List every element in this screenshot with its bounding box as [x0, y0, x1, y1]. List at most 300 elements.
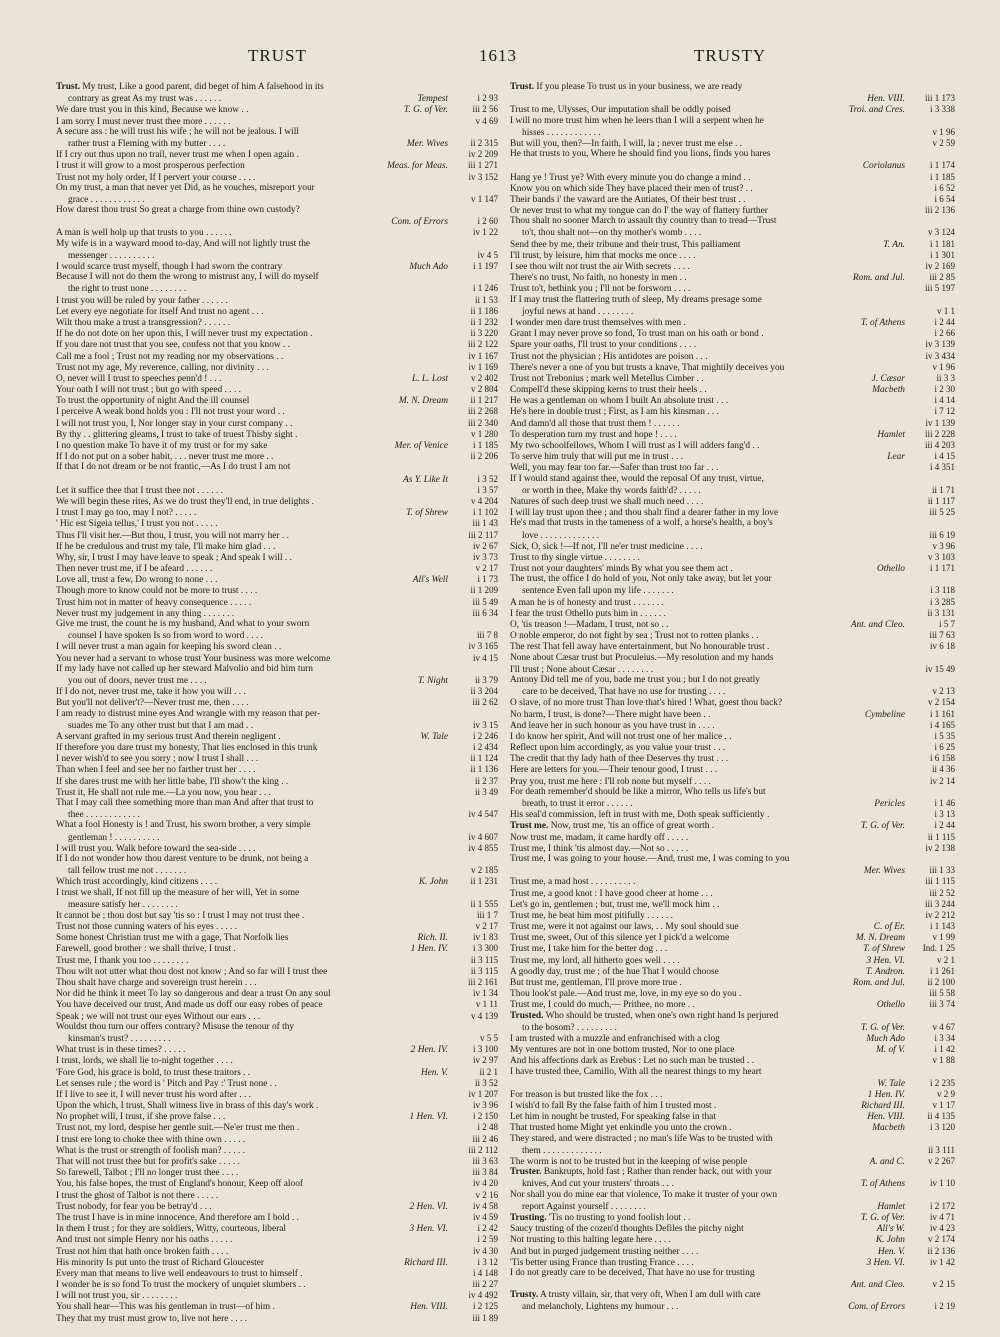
act-scene-line-reference: v 1 17: [932, 1100, 955, 1111]
quotation-body: Trust me, a mad host . . . . . . . . . .: [510, 877, 636, 888]
right-column: [510, 82, 955, 1325]
act-scene-line-reference: v 1 147: [471, 193, 498, 204]
play-title: Othello: [876, 1000, 905, 1011]
play-title: Richard III.: [861, 1101, 905, 1112]
concordance-line: [510, 675, 955, 686]
quotation-body: You never had a servant to whose trust Your business was more welcome: [56, 653, 331, 664]
concordance-line: [510, 876, 955, 887]
play-title: 1 Hen. IV.: [867, 1089, 905, 1100]
concordance-line: [56, 854, 498, 865]
act-scene-line-reference: iii 6 34: [472, 607, 498, 618]
concordance-line: [56, 406, 498, 417]
quotation-body: Trust me, I think 'tis almost day.—Not so . . . . .: [510, 843, 689, 854]
quotation-body: love . . . . . . . . . . . . .: [522, 530, 600, 541]
quotation-body: ' Hic est Sigeia tellus,' I trust you not . . . . .: [56, 519, 218, 530]
concordance-line: [510, 216, 955, 227]
act-scene-line-reference: v 2 1: [937, 954, 955, 965]
act-scene-line-reference: v 4 204: [471, 495, 498, 506]
act-scene-line-reference: iv 4 71: [929, 1211, 955, 1222]
act-scene-line-reference: iv 4 30: [472, 1245, 498, 1256]
quotation-body: And but in purged judgement trusting neither . . . .: [510, 1246, 699, 1257]
quotation-body: or worth in thee, Make thy words faith'd? . . . . .: [522, 485, 701, 496]
play-title: Othello: [876, 564, 905, 575]
quotation-body: I trust we shall, If not fill up the measure of her will, Yet in some: [56, 887, 300, 898]
quotation-body: Natures of such deep trust we shall much need . . . .: [510, 496, 704, 507]
act-scene-line-reference: v 1 280: [471, 428, 498, 439]
quotation-body: Spare your oaths, I'll trust to your conditions . . . .: [510, 340, 697, 351]
quotation-body: And his affections dark as Erebus : Let no such man be trusted . .: [510, 1056, 755, 1067]
quotation-body: contrary as great As my trust was . . . . . .: [68, 94, 222, 105]
play-title: Macbeth: [872, 385, 905, 396]
play-title: 3 Hen. VI.: [866, 1257, 905, 1268]
quotation-text: [56, 854, 444, 865]
quotation-text: [510, 1011, 901, 1022]
quotation-body: I will not trust you, sir . . . . . . . .: [56, 1291, 178, 1302]
concordance-line: [510, 619, 955, 630]
concordance-line: [56, 518, 498, 529]
quotation-body: There's no trust, No faith, no honesty in men . .: [510, 273, 687, 284]
concordance-line: [56, 496, 498, 507]
act-scene-line-reference: iii 2 161: [467, 977, 498, 987]
act-scene-line-reference: iv 4 59: [472, 1211, 498, 1222]
play-title: Hen. V.: [877, 1246, 905, 1257]
act-scene-line-reference: i 7 12: [934, 406, 955, 417]
act-scene-line-reference: v 2 16: [475, 1189, 498, 1200]
quotation-body: Now trust me, madam, it came hardly off . . . . .: [510, 832, 689, 843]
quotation-body: My wife is in a wayward mood to-day, And will not lightly trust the: [56, 238, 311, 249]
act-scene-line-reference: iv 1 169: [468, 361, 498, 372]
concordance-line: [510, 541, 955, 552]
concordance-line: [510, 1246, 955, 1257]
concordance-line: [56, 1156, 498, 1167]
act-scene-line-reference: i 4 15: [934, 451, 955, 462]
concordance-line: [510, 172, 955, 183]
act-scene-line-reference: v 2 267: [928, 1156, 955, 1166]
act-scene-line-reference: ii 1 209: [470, 585, 498, 596]
quotation-body: To serve him truly that will put me in trust . . .: [510, 452, 684, 463]
act-scene-line-reference: ii 1 136: [470, 764, 498, 775]
concordance-line: [510, 429, 955, 440]
quotation-body: Upon the which, I trust, Shall witness live in brass of this day's work .: [56, 1101, 319, 1112]
quotation-body: He's mad that trusts in the tameness of a wolf, a horse's health, a boy's: [510, 518, 773, 529]
quotation-body: Trust not those cunning waters of his eyes . . . . .: [56, 922, 238, 933]
play-title: W. Tale: [877, 1078, 905, 1089]
concordance-line: [56, 563, 498, 574]
act-scene-line-reference: v 2 154: [928, 697, 955, 708]
act-scene-line-reference: ii 3 3: [936, 372, 955, 383]
quotation-body: You shall hear—This was his gentleman in trust—of him .: [56, 1302, 275, 1313]
concordance-line: [56, 1279, 498, 1290]
act-scene-line-reference: i 4 351: [929, 462, 955, 473]
quotation-body: Then never trust me, if I be afeard . . . . . .: [56, 564, 213, 575]
header-left-word: TRUST: [248, 46, 307, 65]
concordance-line: [510, 1033, 955, 1044]
play-title: 3 Hen. VI.: [866, 955, 905, 966]
quotation-text: [510, 1067, 901, 1078]
act-scene-line-reference: i 3 34: [934, 1032, 955, 1043]
concordance-line: [510, 585, 955, 596]
act-scene-line-reference: ii 1 71: [931, 484, 955, 495]
act-scene-line-reference: iv 1 83: [472, 932, 498, 943]
quotation-text: [510, 1268, 901, 1279]
act-scene-line-reference: i 2 172: [929, 1200, 955, 1211]
concordance-line: [510, 820, 955, 831]
quotation-body: If you dare not trust that you see, confess not that you know . .: [56, 340, 291, 351]
act-scene-line-reference: ii 1 217: [470, 395, 498, 406]
concordance-line: [56, 608, 498, 619]
act-scene-line-reference: iv 2 169: [925, 261, 955, 271]
act-scene-line-reference: iii 1 271: [467, 160, 498, 171]
concordance-line: [510, 641, 955, 652]
play-title: T. G. of Ver.: [860, 1212, 905, 1223]
concordance-line: [510, 709, 955, 720]
play-title: Ant. and Cleo.: [850, 1280, 905, 1291]
concordance-line: [56, 552, 498, 563]
act-scene-line-reference: v 4 139: [471, 1010, 498, 1021]
concordance-line: [56, 1055, 498, 1066]
act-scene-line-reference: v 2 804: [471, 384, 498, 395]
quotation-body: Saucy trusting of the cozen'd thoughts Defiles the pitchy night: [510, 1224, 744, 1235]
play-title: Coriolanus: [862, 161, 905, 172]
act-scene-line-reference: i 2 19: [934, 1301, 955, 1312]
concordance-line: [56, 1212, 498, 1223]
concordance-line: [510, 832, 955, 843]
act-scene-line-reference: iii 6 19: [929, 529, 955, 540]
quotation-body: rather trust a Fleming with my butter . . . .: [68, 138, 226, 149]
concordance-line: [56, 1268, 498, 1279]
play-title: All's W.: [876, 1224, 905, 1235]
quotation-body: Nor did he think it meet To lay so dangerous and dear a trust On any soul: [56, 989, 331, 1000]
concordance-line: [56, 630, 498, 641]
act-scene-line-reference: i 1 301: [929, 249, 955, 260]
concordance-line: [510, 1044, 955, 1055]
act-scene-line-reference: ii 2 315: [470, 137, 498, 148]
concordance-line: [510, 899, 955, 910]
quotation-body: Hang ye ! Trust ye? With every minute you do change a mind . .: [510, 172, 751, 183]
concordance-line: [56, 339, 498, 350]
act-scene-line-reference: iv 2 138: [925, 842, 955, 853]
quotation-text: [510, 216, 901, 227]
act-scene-line-reference: iii 2 52: [929, 887, 955, 898]
play-title: T. G. of Ver.: [860, 1022, 905, 1033]
play-title: 2 Hen. IV.: [410, 1045, 448, 1056]
concordance-line: [510, 406, 955, 417]
act-scene-line-reference: i 6 54: [934, 193, 955, 204]
act-scene-line-reference: v 3 103: [928, 551, 955, 562]
quotation-body: I wish'd to fall By the false faith of him I trusted most .: [510, 1101, 717, 1112]
quotation-body: The rest That fell away have entertainment, but No honourable trust .: [510, 642, 770, 653]
act-scene-line-reference: iii 1 173: [924, 93, 955, 104]
act-scene-line-reference: i 1 171: [929, 563, 955, 574]
act-scene-line-reference: iii 3 244: [924, 898, 955, 909]
play-title: Rich. II.: [417, 933, 448, 944]
quotation-body: That I may call thee something more than man And after that trust to: [56, 798, 314, 808]
concordance-line: [56, 899, 498, 910]
play-title: Macbeth: [872, 1123, 905, 1134]
quotation-body: What trust is in these times? . . . . .: [56, 1045, 186, 1056]
quotation-body: So farewell, Talbot ; I'll no longer trust thee . . . .: [56, 1168, 239, 1179]
quotation-body: Who should be trusted, when one's own right hand Is perjured: [543, 1010, 779, 1021]
concordance-line: [510, 776, 955, 787]
concordance-line: [56, 239, 498, 250]
quotation-body: Trust me, my lord, all hitherto goes well . . . .: [510, 955, 680, 966]
quotation-body: Thou shalt no sooner March to assault thy country than to tread—Trust: [510, 216, 777, 227]
quotation-text: [510, 82, 901, 93]
quotation-body: O noble emperor, do not fight by sea ; Trust not to rotten planks . .: [510, 631, 759, 642]
play-title: Much Ado: [409, 262, 448, 272]
quotation-body: To desperation turn my trust and hope ! . . . .: [510, 429, 677, 440]
quotation-text: [510, 116, 901, 127]
quotation-text: [510, 675, 901, 686]
concordance-line: [56, 585, 498, 596]
quotation-body: Let senses rule ; the word is ' Pitch and Pay :' Trust none . .: [56, 1078, 277, 1089]
concordance-line: [56, 1223, 498, 1234]
concordance-line: [56, 597, 498, 608]
play-title: 3 Hen. VI.: [409, 1224, 448, 1235]
concordance-line: [510, 630, 955, 641]
quotation-body: Speak ; we will not trust our eyes Without our ears . . .: [56, 1011, 261, 1022]
quotation-body: Reflect upon him accordingly, as you value your trust . . .: [510, 743, 726, 754]
act-scene-line-reference: iii 5 58: [929, 988, 955, 999]
quotation-body: Trust me, I thank you too . . . . . . . .: [56, 955, 189, 966]
concordance-line: [56, 574, 498, 585]
concordance-line: [56, 93, 498, 104]
play-title: All's Well: [412, 575, 448, 586]
concordance-line: [56, 261, 498, 272]
concordance-line: [510, 1134, 955, 1145]
concordance-line: [510, 686, 955, 697]
act-scene-line-reference: ii 4 36: [931, 764, 955, 775]
act-scene-line-reference: ii 3 220: [470, 328, 498, 339]
quotation-body: I would scarce trust myself, though I had sworn the contrary: [56, 262, 283, 272]
quotation-body: Know you on which side They have placed their men of trust? . .: [510, 183, 753, 194]
quotation-body: Not trusting to this halting legate here . . . .: [510, 1235, 671, 1246]
play-title: T. Night: [417, 675, 448, 686]
quotation-body: hisses . . . . . . . . . . . .: [522, 127, 601, 138]
left-column: [56, 82, 498, 1325]
act-scene-line-reference: i 2 235: [929, 1077, 955, 1088]
act-scene-line-reference: i 1 261: [929, 965, 955, 976]
concordance-line: [510, 910, 955, 921]
concordance-line: [510, 1279, 955, 1290]
quotation-body: If I would stand against thee, would the reposal Of any trust, virtue,: [510, 473, 764, 484]
play-title: Mer. Wives: [863, 866, 905, 877]
concordance-line: [56, 216, 498, 227]
act-scene-line-reference: i 1 102: [472, 507, 498, 518]
quotation-body: Wouldst thou turn our offers contrary? Misuse the tenour of thy: [56, 1021, 295, 1032]
quotation-body: Let it suffice thee that I trust thee not . . . . . .: [56, 485, 223, 496]
concordance-line: [510, 395, 955, 406]
quotation-body: But you'll not deliver't?—Never trust me, then . . . .: [56, 698, 249, 709]
play-title: Much Ado: [866, 1033, 905, 1044]
concordance-line: [510, 127, 955, 138]
act-scene-line-reference: iv 6 18: [929, 641, 955, 652]
quotation-text: [56, 1314, 444, 1325]
quotation-body: I will no more trust him when he leers than I will a serpent when he: [510, 115, 764, 126]
act-scene-line-reference: ii 2 1: [479, 1066, 498, 1077]
quotation-body: They stared, and were distracted ; no man's life Was to be trusted with: [510, 1133, 773, 1144]
concordance-line: [56, 977, 498, 988]
concordance-line: [510, 597, 955, 608]
concordance-line: [56, 910, 498, 921]
quotation-body: you out of doors, never trust me . . . .: [68, 675, 207, 686]
act-scene-line-reference: iv 4 607: [468, 831, 498, 842]
concordance-line: [510, 653, 955, 664]
quotation-body: them . . . . . . . . . . . . .: [522, 1145, 602, 1156]
concordance-line: [56, 921, 498, 932]
quotation-body: O, never will I trust to speeches penn'd ! . . .: [56, 373, 222, 384]
act-scene-line-reference: iv 4 58: [472, 1200, 498, 1211]
act-scene-line-reference: iv 3 165: [468, 641, 498, 652]
quotation-text: [510, 854, 901, 865]
quotation-body: Trust not my holy order, If I pervert your course . . . .: [56, 172, 256, 183]
page-number: 1613: [479, 46, 517, 65]
concordance-line: [510, 507, 955, 518]
quotation-body: I do not greatly care to be deceived, That have no use for trusting: [510, 1267, 755, 1278]
concordance-line: [510, 138, 955, 149]
act-scene-line-reference: iii 2 122: [467, 339, 498, 350]
play-title: Mer. of Venice: [394, 441, 448, 451]
act-scene-line-reference: iii 2 268: [467, 406, 498, 417]
quotation-text: [510, 653, 901, 664]
quotation-body: gentleman ! . . . . . . . . . .: [68, 832, 160, 843]
concordance-line: [56, 1234, 498, 1245]
quotation-body: I trust, lords, we shall lie to-night together . . . .: [56, 1056, 233, 1067]
concordance-line: [510, 530, 955, 541]
act-scene-line-reference: v 1 96: [932, 361, 955, 372]
quotation-text: [510, 1134, 901, 1145]
concordance-line: [510, 1178, 955, 1189]
quotation-body: Trust not the physician ; His antidotes are poison . . .: [510, 351, 708, 362]
quotation-body: I wonder men dare trust themselves with men .: [510, 317, 686, 328]
concordance-line: [510, 317, 955, 328]
quotation-body: report Against yourself . . . . . . . .: [522, 1201, 646, 1212]
quotation-body: Grant I may never prove so fond, To trust man on his oath or bond .: [510, 329, 764, 340]
act-scene-line-reference: i 1 185: [929, 171, 955, 182]
quotation-body: Because I will not do them the wrong to mistrust any, I will do myself: [56, 272, 319, 283]
act-scene-line-reference: iii 3 74: [929, 999, 955, 1010]
concordance-line: [510, 1156, 955, 1167]
quotation-body: breath, to trust it error . . . . . .: [522, 799, 633, 809]
concordance-line: [510, 787, 955, 798]
play-title: T. G. of Ver.: [860, 821, 905, 832]
concordance-line: [510, 999, 955, 1010]
act-scene-line-reference: iii 4 203: [924, 440, 955, 450]
act-scene-line-reference: iii 2 62: [472, 697, 498, 708]
act-scene-line-reference: i 3 338: [929, 104, 955, 115]
concordance-line: [56, 1033, 498, 1044]
quotation-body: Let him in nought be trusted, For speaking false in that: [510, 1112, 716, 1123]
concordance-line: [56, 160, 498, 171]
concordance-line: [510, 608, 955, 619]
act-scene-line-reference: iv 1 10: [929, 1178, 955, 1189]
act-scene-line-reference: Ind. 1 25: [922, 943, 955, 954]
concordance-line: [56, 1201, 498, 1212]
play-title: Hamlet: [877, 429, 905, 440]
quotation-body: I never wish'd to see you sorry ; now I trust I shall . . .: [56, 754, 259, 765]
concordance-line: [510, 384, 955, 395]
quotation-body: No harm, I trust, is done?—There might have been . .: [510, 709, 711, 720]
play-title: Mer. Wives: [406, 138, 448, 149]
concordance-line: [510, 1122, 955, 1133]
act-scene-line-reference: iii 2 117: [468, 529, 498, 540]
concordance-line: [510, 1145, 955, 1156]
quotation-body: Trust me, were it not against our laws, . . My soul should sue: [510, 922, 739, 933]
concordance-line: [56, 619, 498, 630]
act-scene-line-reference: iii 3 84: [472, 1167, 498, 1178]
act-scene-line-reference: iii 1 33: [929, 865, 955, 876]
concordance-line: [56, 843, 498, 854]
quotation-body: There's never a one of you but trusts a knave, That mightily deceives you: [510, 362, 785, 373]
quotation-body: A servant grafted in my serious trust And therein negligent .: [56, 731, 281, 742]
act-scene-line-reference: iv 3 434: [925, 350, 955, 361]
act-scene-line-reference: i 2 30: [934, 384, 955, 395]
quotation-body: Well, you may fear too far.—Safer than trust too far . . .: [510, 463, 719, 474]
quotation-text: [510, 1190, 901, 1201]
act-scene-line-reference: i 2 44: [934, 820, 955, 831]
concordance-line: [510, 943, 955, 954]
act-scene-line-reference: iii 2 112: [468, 1144, 498, 1155]
concordance-line: [510, 205, 955, 216]
quotation-body: 'Tis better using France than trusting France . . . .: [510, 1257, 694, 1268]
header-right-word: TRUSTY: [694, 46, 767, 65]
concordance-line: [510, 183, 955, 194]
quotation-body: I am trusted with a muzzle and enfranchised with a clog: [510, 1033, 720, 1044]
concordance-line: [56, 1122, 498, 1133]
concordance-line: [56, 697, 498, 708]
concordance-line: [510, 283, 955, 294]
act-scene-line-reference: i 1 46: [934, 798, 955, 808]
quotation-body: A goodly day, trust me ; of the hue That I would choose: [510, 966, 719, 977]
act-scene-line-reference: iii 5 197: [924, 283, 955, 294]
quotation-body: I trust it will grow to a most prosperous perfection: [56, 161, 245, 172]
quotation-text: [56, 272, 444, 283]
quotation-body: Trust me, I take him for the better dog . . .: [510, 944, 668, 955]
act-scene-line-reference: i 1 73: [477, 574, 498, 585]
quotation-body: Let every eye negotiate for itself And trust no agent . . .: [56, 306, 264, 317]
concordance-line: [510, 373, 955, 384]
concordance-line: [510, 250, 955, 261]
concordance-line: [510, 809, 955, 820]
quotation-text: [510, 1302, 844, 1313]
play-title: 2 Hen. VI.: [409, 1201, 448, 1212]
concordance-line: [56, 1246, 498, 1257]
quotation-body: Trust nobody, for fear you be betray'd . . .: [56, 1201, 212, 1212]
concordance-line: [56, 127, 498, 138]
act-scene-line-reference: iii 2 136: [924, 205, 955, 216]
act-scene-line-reference: i 2 42: [477, 1223, 498, 1234]
quotation-body: Trust me, I could do much,— Prithee, no more . .: [510, 1000, 695, 1011]
concordance-line: [510, 93, 955, 104]
quotation-body: That will not trust thee but for profit's sake . . . . .: [56, 1157, 240, 1167]
quotation-body: grace . . . . . . . . . . . .: [68, 194, 145, 205]
concordance-line: [510, 843, 955, 854]
play-title: Meas. for Meas.: [387, 161, 448, 172]
quotation-text: [510, 1167, 901, 1178]
quotation-body: If my lady have not called up her steward Malvolio and bid him turn: [56, 663, 313, 674]
concordance-line: [56, 955, 498, 966]
concordance-line: [510, 116, 955, 127]
quotation-body: to the bosom? . . . . . . . . .: [522, 1022, 617, 1033]
quotation-body: I perceive A weak bond holds you : I'll not trust your word . .: [56, 407, 285, 418]
quotation-body: Which trust accordingly, kind citizens . . . .: [56, 877, 218, 888]
quotation-text: [56, 664, 444, 675]
play-title: Hen. V.: [420, 1067, 448, 1078]
quotation-text: [510, 518, 901, 529]
page-header: [0, 46, 1000, 70]
concordance-line: [56, 250, 498, 261]
act-scene-line-reference: iv 4 492: [468, 1290, 498, 1301]
